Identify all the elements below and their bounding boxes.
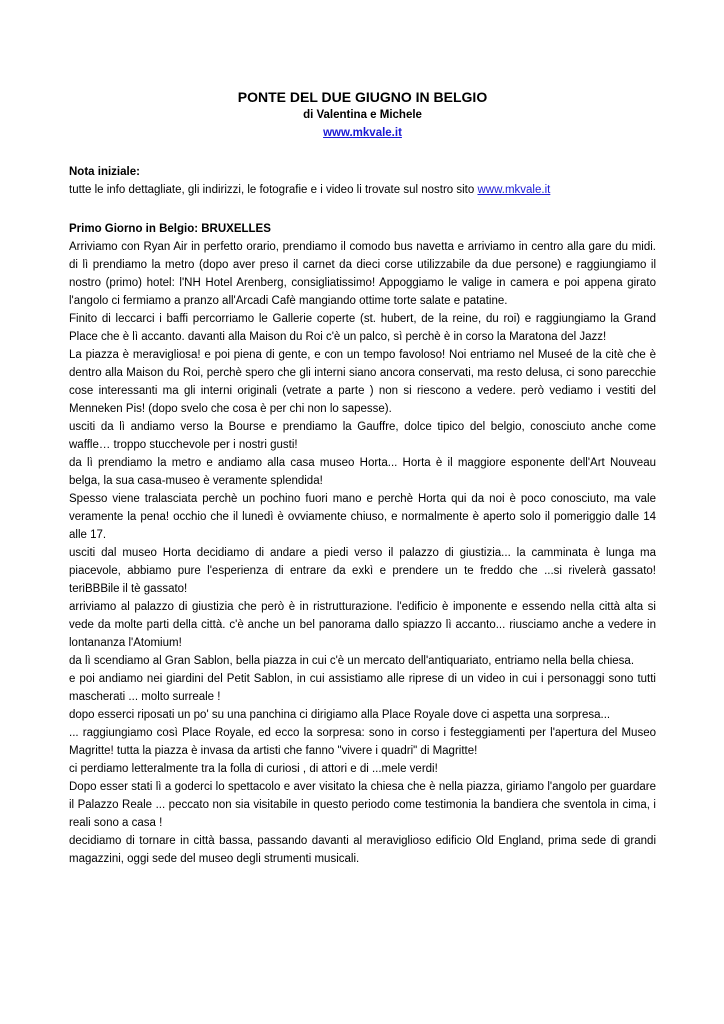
paragraph: usciti dal museo Horta decidiamo di andare a piedi verso il palazzo di giustizia... la camminata è lunga ma piacevole, abbiamo pure l'esperienza di entrare da exkì e prendere un te freddo che ...si rivelerà gassato! teriBBBile il tè gassato! bbox=[69, 547, 656, 595]
paragraph: La piazza è meravigliosa! e poi piena di gente, e con un tempo favoloso! Noi entriamo nel Museé de la citè che è dentro alla Maison du Roi, perchè spero che gli interni siano ancora conservati, ma resto delusa, ci sono parecchie cose interessanti ma gli interni originali (vetrate a parte ) non si riescono a vedere. però vediamo i vestiti del Menneken Pis! (dopo svelo che cosa è per chi non lo sapesse). bbox=[69, 349, 656, 415]
intro-heading: Nota iniziale: bbox=[69, 166, 140, 178]
paragraph: ... raggiungiamo così Place Royale, ed ecco la sorpresa: sono in corso i festeggiamenti per l'apertura del Museo Magritte! tutta la piazza è invasa da artisti che fanno "vivere i quadri" di Magritte! bbox=[69, 727, 656, 757]
paragraph: dopo esserci riposati un po' su una panchina ci dirigiamo alla Place Royale dove ci aspetta una sorpresa... bbox=[69, 709, 611, 721]
intro-text bbox=[69, 181, 656, 199]
paragraph: da lì prendiamo la metro e andiamo alla casa museo Horta... Horta è il maggiore esponente dell'Art Nouveau belga, la sua casa-museo è veramente splendida! bbox=[69, 457, 656, 487]
paragraph: da lì scendiamo al Gran Sablon, bella piazza in cui c'è un mercato dell'antiquariato, entriamo nella bella chiesa. bbox=[69, 655, 635, 667]
authors-line: di Valentina e Michele bbox=[303, 109, 422, 121]
paragraph: ci perdiamo letteralmente tra la folla di curiosi , di attori e di ...mele verdi! bbox=[69, 763, 438, 775]
paragraph: Arriviamo con Ryan Air in perfetto orario, prendiamo il comodo bus navetta e arriviamo in centro alla gare du midi. di lì prendiamo la metro (dopo aver preso il carnet da dieci corse utilizzabile da due persone) e raggiungiamo il nostro (primo) hotel: l'NH Hotel Arenberg, consigliatissimo! Appoggiamo le valige in camera e poi appena girato l'angolo ci fermiamo a pranzo all'Arcadi Cafè mangiando ottime torte salate e patatine. bbox=[69, 241, 656, 307]
paragraph: Spesso viene tralasciata perchè un pochino fuori mano e perchè Horta qui da noi è poco conosciuto, ma vale veramente la pena! occhio che il lunedì è ovviamente chiuso, e normalmente è aperto solo il pomeriggio dalle 14 alle 17. bbox=[69, 493, 656, 541]
paragraph: Finito di leccarci i baffi percorriamo le Gallerie coperte (st. hubert, de la reine, du roi) e raggiungiamo la Grand Place che è lì accanto. davanti alla Maison du Roi c'è un palco, sì perchè è in corso la Maratona del Jazz! bbox=[69, 313, 656, 343]
intro-text-body: tutte le info dettagliate, gli indirizzi, le fotografie e i video li trovate sul nostro sito bbox=[69, 184, 478, 196]
paragraph: Dopo esser stati lì a goderci lo spettacolo e aver visitato la chiesa che è nella piazza, giriamo l'angolo per guardare il Palazzo Reale ... peccato non sia visitabile in questo periodo come testimonia la bandiera che sventola in cima, i reali sono a casa ! bbox=[69, 781, 656, 829]
intro-site-link[interactable]: www.mkvale.it bbox=[477, 184, 551, 196]
document-page bbox=[69, 88, 656, 868]
day1-heading: Primo Giorno in Belgio: BRUXELLES bbox=[69, 223, 271, 235]
paragraph: usciti da lì andiamo verso la Bourse e prendiamo la Gauffre, dolce tipico del belgio, conosciuto anche come waffle… troppo stucchevole per i nostri gusti! bbox=[69, 421, 656, 451]
spacer bbox=[69, 199, 656, 220]
paragraph: decidiamo di tornare in città bassa, passando davanti al meraviglioso edificio Old England, prima sede di grandi magazzini, oggi sede del museo degli strumenti musicali. bbox=[69, 835, 656, 865]
spacer bbox=[69, 142, 656, 163]
page-title: PONTE DEL DUE GIUGNO IN BELGIO bbox=[237, 89, 488, 105]
paragraph: e poi andiamo nei giardini del Petit Sablon, in cui assistiamo alle riprese di un video in cui i personaggi sono tutti mascherati ... molto surreale ! bbox=[69, 673, 656, 703]
site-link[interactable]: www.mkvale.it bbox=[323, 127, 402, 139]
paragraph: arriviamo al palazzo di giustizia che però è in ristrutturazione. l'edificio è imponente e essendo nella città alta si vede da molte parti della città. c'è anche un bel panorama dallo spiazzo lì accanto... riusciamo anche a vedere in lontananza l'Atomium! bbox=[69, 601, 656, 649]
site-link-line bbox=[69, 124, 656, 142]
